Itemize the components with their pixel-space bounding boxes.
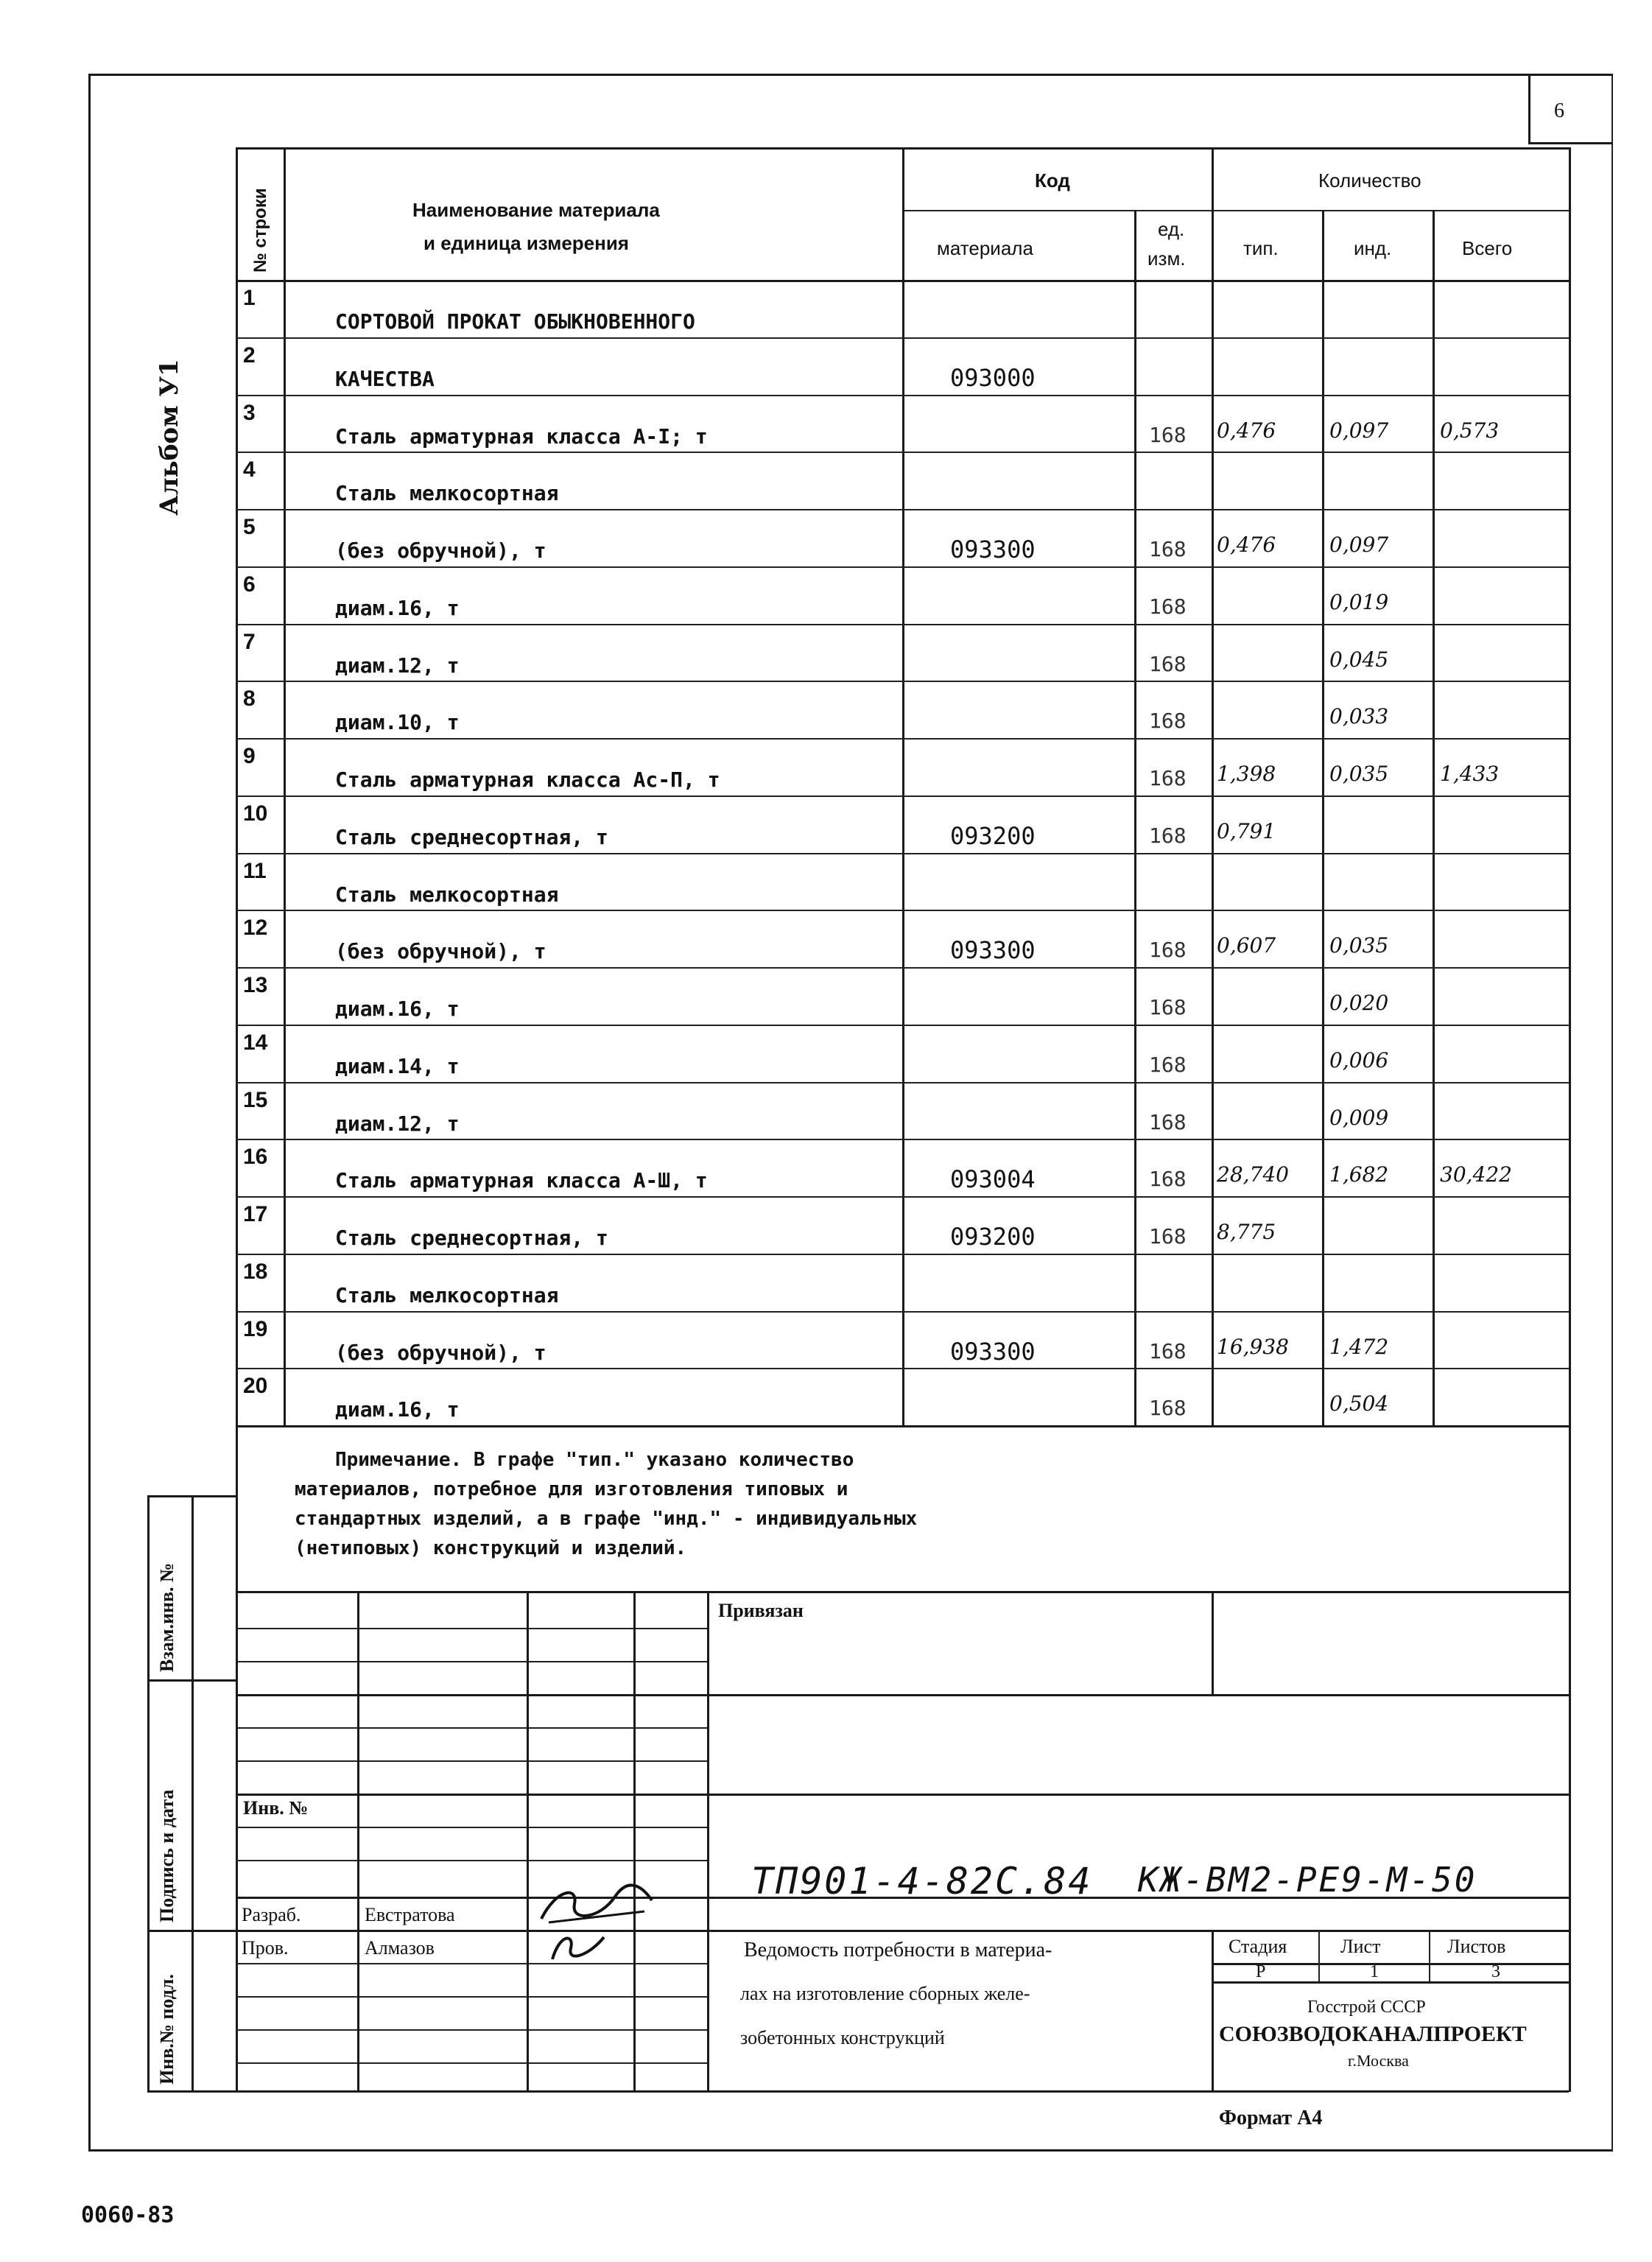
tb-left-row-9 [236,2029,707,2031]
row-material-name: диам.10, т [335,710,460,735]
header-sub-line [902,210,1569,211]
row-number: 6 [243,572,256,597]
tb-left-row-3 [236,1727,707,1729]
title-line-1: Ведомость потребности в материа- [744,1939,1052,1961]
row-qty-total: 0,573 [1440,418,1500,443]
format-label: Формат А4 [1219,2107,1323,2129]
stage-label: Стадия [1229,1936,1287,1957]
row-qty-ind: 0,097 [1329,533,1389,557]
row-divider [236,1196,1569,1198]
row-number: 18 [243,1259,268,1284]
row-divider [236,853,1569,854]
row-number: 17 [243,1202,268,1226]
row-unit-code: 168 [1149,651,1187,676]
col-code-line [902,147,904,1425]
tb-line-2 [236,1694,1569,1696]
row-unit-code: 168 [1149,709,1187,734]
col-typ-header: тип. [1243,237,1279,259]
col-unit-header-1: ед. [1158,218,1185,240]
row-number: 3 [243,400,256,425]
sheets-label: Листов [1447,1936,1506,1957]
row-unit-code: 168 [1149,422,1187,447]
row-divider [236,1311,1569,1313]
signature-prov [545,1930,619,1963]
row-material-code: 093300 [950,936,1036,965]
row-divider [236,795,1569,797]
side-label-inv-podl: Инв.№ подл. [156,1974,177,2084]
row-material-name: Сталь мелкосортная [335,882,559,907]
tb-stage-col-1 [1318,1930,1320,1981]
col-material-header: материала [937,237,1033,259]
title-line-2: лах на изготовление сборных желе- [740,1983,1030,2004]
side-label-vzam: Взам.инв. № [156,1562,177,1672]
row-number: 7 [243,629,256,654]
row-material-name: Сталь среднесортная, т [335,1226,608,1250]
col-ind-line [1322,210,1324,1425]
col-total-header: Всего [1462,237,1513,259]
row-unit-code: 168 [1149,1396,1187,1421]
razrab-name: Евстратова [365,1904,455,1925]
row-divider [236,509,1569,510]
signature-razrab [534,1882,659,1930]
row-divider [236,1368,1569,1369]
table-bottom-line [236,1425,1569,1427]
org-line-1: Госстрой СССР [1307,1998,1426,2017]
row-material-name: (без обручной), т [335,939,546,964]
row-material-name: Сталь мелкосортная [335,481,559,506]
col-ind-header: инд. [1354,237,1392,259]
row-qty-ind: 0,006 [1329,1047,1389,1072]
row-material-name: Сталь арматурная класса А-Ш, т [335,1168,708,1193]
col-rowno-line [284,147,286,1425]
row-number: 19 [243,1316,268,1341]
row-qty-total: 30,422 [1440,1162,1512,1187]
row-qty-ind: 0,097 [1329,418,1389,443]
row-material-code: 093004 [950,1165,1036,1194]
note-line-3: стандартных изделий, а в графе "инд." - индивидуальных [295,1508,918,1530]
row-material-name: Сталь среднесортная, т [335,824,608,849]
row-divider [236,566,1569,568]
row-number: 5 [243,515,256,539]
row-qty-ind: 0,020 [1329,991,1389,1015]
col-unit-header-2: изм. [1147,247,1186,270]
row-material-name: диам.12, т [335,653,460,678]
sheet-value: 1 [1370,1962,1379,1981]
row-number: 8 [243,686,256,712]
tb-line-5 [236,1930,1569,1932]
row-material-code: 093000 [950,363,1036,392]
row-material-name: Сталь мелкосортная [335,1282,559,1307]
row-qty-typ: 0,791 [1217,818,1276,843]
sheet-label: Лист [1340,1936,1381,1957]
note-line-2: материалов, потребное для изготовления типовых и [295,1478,848,1500]
row-number: 12 [243,916,268,941]
row-divider [236,1254,1569,1255]
row-material-code: 093300 [950,535,1036,563]
prov-label: Пров. [242,1937,289,1959]
org-line-2: СОЮЗВОДОКАНАЛПРОЕКТ [1219,2022,1527,2046]
col-rowno-header: № строки [250,188,270,273]
inv-no-label: Инв. № [243,1797,309,1819]
tb-left-row-6 [236,1860,707,1861]
row-material-name: диам.12, т [335,1111,460,1136]
row-qty-total: 1,433 [1440,762,1500,786]
side-stamp-left [147,1495,150,2092]
row-qty-ind: 0,504 [1329,1391,1389,1416]
row-unit-code: 168 [1149,1167,1187,1192]
col-unit-line [1134,210,1136,1425]
stage-value: Р [1256,1962,1266,1981]
row-qty-ind: 0,045 [1329,647,1389,672]
row-divider [236,452,1569,453]
col-quantity-header: Количество [1318,169,1421,192]
title-line-3: зобетонных конструкций [740,2027,945,2048]
row-material-name: диам.16, т [335,1397,460,1422]
org-line-3: г.Москва [1348,2051,1409,2070]
row-number: 15 [243,1087,268,1112]
doc-code: ТП901-4-82С.84 [751,1860,1093,1903]
tb-col-4 [707,1591,709,2092]
row-qty-ind: 0,033 [1329,704,1389,729]
frame-left [88,74,91,2151]
tb-left-row-4 [236,1760,707,1762]
row-material-name: (без обручной), т [335,1340,546,1365]
col-typ-line [1212,147,1214,1425]
side-stamp-mid [191,1495,194,2092]
row-unit-code: 168 [1149,823,1187,848]
row-material-name: диам.16, т [335,595,460,620]
prov-name: Алмазов [365,1937,435,1959]
tb-col-1 [357,1591,359,2092]
row-qty-typ: 0,476 [1217,418,1276,443]
razrab-label: Разраб. [242,1904,301,1925]
tb-left-row-10 [236,2062,707,2064]
row-material-name: диам.14, т [335,1053,460,1078]
row-unit-code: 168 [1149,1338,1187,1363]
note-line-1: Примечание. В графе "тип." указано количество [335,1449,854,1471]
row-number: 14 [243,1030,268,1055]
tb-col-privyazan-split [1212,1591,1214,1694]
row-unit-code: 168 [1149,594,1187,619]
tb-left-row-5 [236,1827,707,1828]
row-qty-typ: 0,607 [1217,933,1276,958]
tb-col-stage-left [1212,1930,1214,2092]
tb-col-2 [527,1591,529,2092]
page-number-box-bottom [1528,142,1613,144]
row-unit-code: 168 [1149,938,1187,963]
row-unit-code: 168 [1149,1224,1187,1248]
row-divider [236,967,1569,969]
col-name-header-2: и единица измерения [423,232,629,254]
row-qty-ind: 0,035 [1329,933,1389,958]
row-unit-code: 168 [1149,766,1187,790]
page-number-box-left [1528,74,1530,144]
tb-left-row-1 [236,1628,707,1629]
page-number: 6 [1554,99,1564,122]
row-qty-ind: 1,682 [1329,1162,1389,1187]
row-material-code: 093300 [950,1337,1036,1366]
row-unit-code: 168 [1149,537,1187,561]
row-qty-typ: 16,938 [1217,1334,1289,1359]
doc-mark: КЖ-ВМ2-РЕ9-М-50 [1138,1860,1477,1900]
tb-col-3 [633,1591,636,2092]
row-divider [236,1082,1569,1083]
row-divider [236,624,1569,625]
frame-top [88,74,1613,76]
side-stamp-sep1 [147,1679,236,1682]
row-unit-code: 168 [1149,995,1187,1019]
row-number: 4 [243,457,256,482]
sheets-value: 3 [1491,1962,1500,1981]
row-material-code: 093200 [950,1223,1036,1251]
row-qty-typ: 0,476 [1217,533,1276,557]
side-stamp-top [147,1495,236,1497]
row-number: 16 [243,1145,268,1170]
table-right-line [1569,147,1571,2092]
row-material-name: диам.16, т [335,997,460,1021]
side-stamp-bottom [147,2090,236,2093]
row-divider [236,1025,1569,1026]
row-unit-code: 168 [1149,1109,1187,1134]
tb-stage-col-2 [1429,1930,1430,1981]
frame-right [1611,74,1613,2151]
row-unit-code: 168 [1149,1052,1187,1077]
row-material-name: Сталь арматурная класса А-I; т [335,424,708,449]
col-name-header-1: Наименование материала [412,199,660,221]
row-material-name: Сталь арматурная класса Ас-П, т [335,768,720,792]
row-divider [236,681,1569,682]
row-number: 9 [243,744,256,768]
row-number: 1 [243,286,256,310]
row-number: 2 [243,343,256,368]
row-material-name: СОРТОВОЙ ПРОКАТ ОБЫКНОВЕННОГО [335,309,695,334]
tb-line-top [236,1591,1569,1593]
row-qty-typ: 28,740 [1217,1162,1289,1187]
row-material-name: КАЧЕСТВА [335,366,435,391]
row-qty-typ: 8,775 [1217,1220,1276,1244]
side-stamp-sep2 [147,1930,236,1932]
row-number: 20 [243,1374,268,1399]
row-qty-typ: 1,398 [1217,762,1276,786]
row-material-name: (без обручной), т [335,538,546,563]
col-total-line [1433,210,1435,1425]
table-left-line [236,147,238,2092]
album-label: Альбом У1 [155,359,184,516]
row-divider [236,738,1569,740]
row-divider [236,1139,1569,1140]
note-line-4: (нетиповых) конструкций и изделий. [295,1537,687,1559]
row-number: 13 [243,973,268,997]
row-divider [236,910,1569,911]
side-label-podpis: Подпись и дата [156,1789,177,1922]
tb-line-bottom [236,2090,1569,2093]
row-qty-ind: 0,009 [1329,1105,1389,1130]
row-material-code: 093200 [950,821,1036,850]
row-qty-ind: 0,019 [1329,589,1389,614]
tb-line-3 [236,1794,1569,1796]
tb-left-row-7 [236,1963,707,1964]
tb-left-row-8 [236,1996,707,1998]
row-divider [236,395,1569,396]
row-divider [236,337,1569,339]
bottom-code: 0060-83 [81,2202,175,2228]
row-number: 11 [243,858,267,883]
col-code-header: Код [1035,169,1070,192]
row-qty-ind: 1,472 [1329,1334,1389,1359]
privyazan-label: Привязан [718,1600,804,1621]
tb-left-row-2 [236,1661,707,1662]
frame-bottom [88,2149,1613,2152]
row-number: 10 [243,801,268,826]
row-qty-ind: 0,035 [1329,762,1389,786]
